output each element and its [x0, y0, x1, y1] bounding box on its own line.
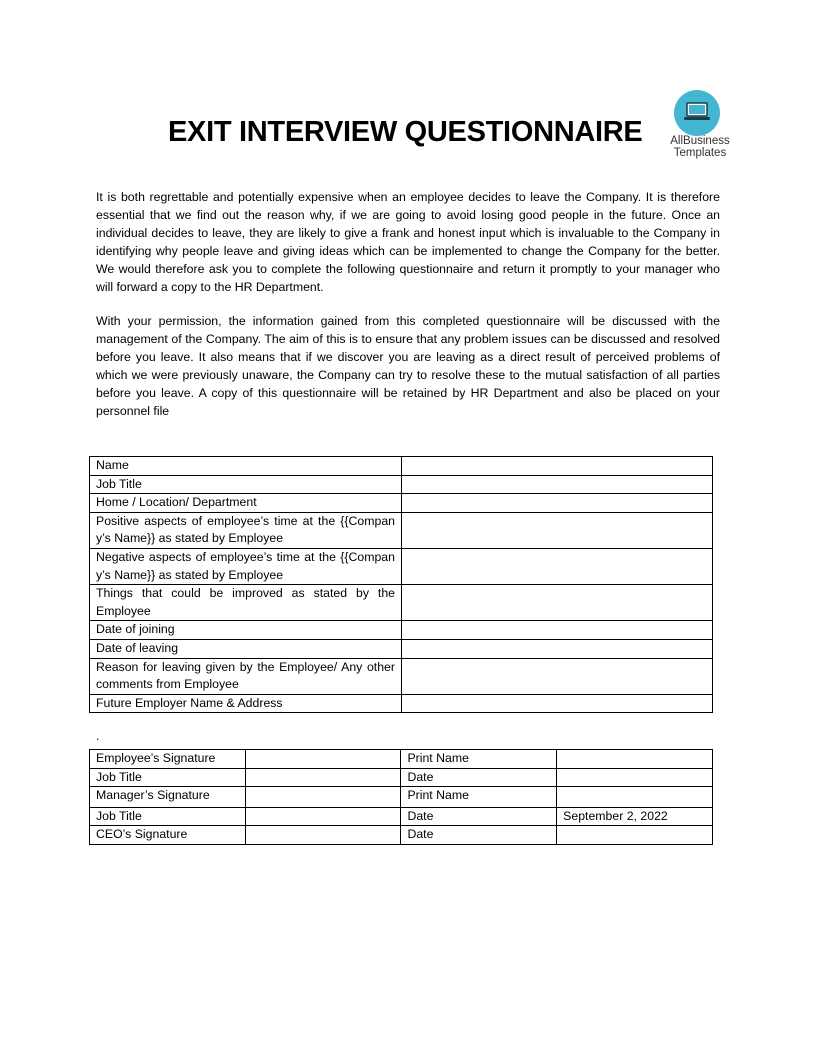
info-value-field[interactable] [402, 548, 713, 584]
info-label: Date of joining [90, 621, 402, 640]
signature-field[interactable] [245, 787, 401, 808]
table-row [90, 768, 713, 787]
info-value-field[interactable] [402, 512, 713, 548]
logo-line-2: Templates [673, 147, 727, 159]
table-row [90, 694, 713, 713]
signature-field[interactable] [245, 826, 401, 845]
signature-label: Print Name [401, 750, 557, 769]
signature-table [89, 749, 713, 845]
signature-field[interactable] [557, 750, 713, 769]
signature-label: Employee’s Signature [90, 750, 246, 769]
laptop-icon [674, 90, 720, 136]
table-row [90, 639, 713, 658]
signature-label: Print Name [401, 787, 557, 808]
signature-field[interactable] [557, 826, 713, 845]
signature-label: Job Title [90, 768, 246, 787]
info-label: Negative aspects of employee’s time at the {{Company’s Name}} as stated by Employee [90, 548, 402, 584]
signature-label: Date [401, 807, 557, 826]
signature-field[interactable] [245, 807, 401, 826]
info-label: Future Employer Name & Address [90, 694, 402, 713]
info-label: Reason for leaving given by the Employee/ Any other comments from Employee [90, 658, 402, 694]
info-value-field[interactable] [402, 457, 713, 476]
table-row [90, 585, 713, 621]
table-row [90, 750, 713, 769]
signature-label: Job Title [90, 807, 246, 826]
table-row [90, 475, 713, 494]
signature-field[interactable] [557, 768, 713, 787]
table-row [90, 787, 713, 808]
table-row [90, 512, 713, 548]
employee-info-table [89, 456, 713, 713]
signature-label: Date [401, 768, 557, 787]
info-label: Things that could be improved as stated by the Employee [90, 585, 402, 621]
table-row [90, 457, 713, 476]
signature-label: Date [401, 826, 557, 845]
info-value-field[interactable] [402, 585, 713, 621]
signature-label: Manager’s Signature [90, 787, 246, 808]
info-value-field[interactable] [402, 694, 713, 713]
logo-badge [674, 90, 720, 136]
info-value-field[interactable] [402, 658, 713, 694]
table-row [90, 621, 713, 640]
separator-dot: . [96, 729, 100, 743]
info-value-field[interactable] [402, 475, 713, 494]
page-title: EXIT INTERVIEW QUESTIONNAIRE [168, 116, 643, 148]
info-label: Job Title [90, 475, 402, 494]
signature-label: CEO’s Signature [90, 826, 246, 845]
table-row [90, 826, 713, 845]
table-row [90, 658, 713, 694]
date-field[interactable]: September 2, 2022 [557, 807, 713, 826]
signature-field[interactable] [557, 787, 713, 808]
info-label: Name [90, 457, 402, 476]
table-row [90, 548, 713, 584]
info-label: Positive aspects of employee’s time at the {{Company’s Name}} as stated by Employee [90, 512, 402, 548]
logo-line-1: AllBusiness [670, 135, 730, 147]
info-value-field[interactable] [402, 621, 713, 640]
logo-text [662, 135, 738, 159]
info-label: Date of leaving [90, 639, 402, 658]
table-row [90, 494, 713, 513]
info-label: Home / Location/ Department [90, 494, 402, 513]
signature-field[interactable] [245, 768, 401, 787]
table-row [90, 807, 713, 826]
intro-paragraph-1: It is both regrettable and potentially expensive when an employee decides to leave the Company. It is therefore essential that we find out the reason why, if we are going to avoid losing good people in the future. Once an individual decides to leave, they are likely to give a frank and honest input which is invaluable to the Company in identifying why people leave and giving ideas which can be implemented to change the Company for the better. We would therefore ask you to complete the following questionnaire and return it promptly to your manager who will forward a copy to the HR Department. [96, 190, 720, 294]
info-value-field[interactable] [402, 639, 713, 658]
intro-paragraph-2: With your permission, the information gained from this completed questionnaire will be discussed with the management of the Company. The aim of this is to ensure that any problem issues can be discussed and resolved before you leave. It also means that if we discover you are leaving as a direct result of perceived problems of which we were previously unaware, the Company can try to resolve these to the mutual satisfaction of all parties before you leave. A copy of this questionnaire will be retained by HR Department and also be placed on your personnel file [96, 314, 720, 418]
signature-field[interactable] [245, 750, 401, 769]
info-value-field[interactable] [402, 494, 713, 513]
